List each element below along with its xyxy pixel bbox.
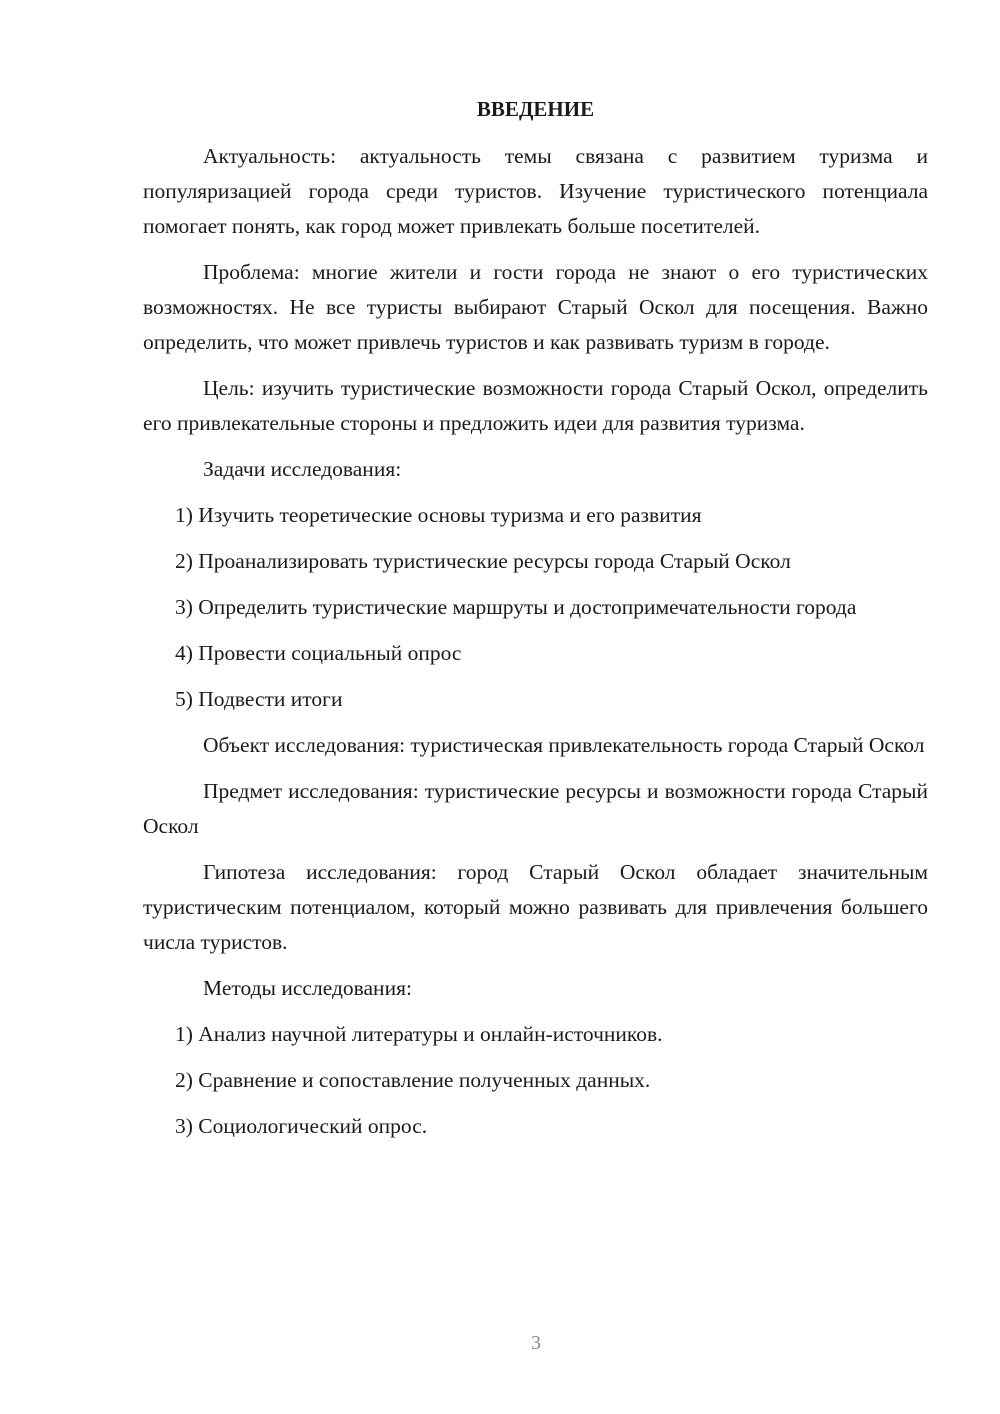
method-item: 1) Анализ научной литературы и онлайн-источников.: [175, 1022, 663, 1046]
tasks-title: Задачи исследования:: [203, 457, 402, 481]
task-item: 1) Изучить теоретические основы туризма и его развития: [175, 503, 702, 527]
task-item: 3) Определить туристические маршруты и достопримечательности города: [175, 595, 857, 619]
methods-title: Методы исследования:: [203, 976, 412, 1000]
method-item: 3) Социологический опрос.: [175, 1114, 428, 1138]
relevance-paragraph: Актуальность: актуальность темы связана с развитием туризма и популяризацией города среди туристов. Изучение туристического потенциала помогает понять, как город может привлекать больше посетителей.: [143, 144, 928, 238]
task-item: 5) Подвести итоги: [175, 687, 343, 711]
method-item: 2) Сравнение и сопоставление полученных данных.: [175, 1068, 651, 1092]
task-item: 4) Провести социальный опрос: [175, 641, 462, 665]
task-item: 2) Проанализировать туристические ресурсы города Старый Оскол: [175, 549, 791, 573]
subject-paragraph: Предмет исследования: туристические ресурсы и возможности города Старый Оскол: [143, 779, 928, 838]
object-paragraph: Объект исследования: туристическая привлекательность города Старый Оскол: [203, 733, 925, 757]
goal-paragraph: Цель: изучить туристические возможности города Старый Оскол, определить его привлекательные стороны и предложить идеи для развития туризма.: [143, 376, 928, 435]
problem-paragraph: Проблема: многие жители и гости города не знают о его туристических возможностях. Не все туристы выбирают Старый Оскол для посещения. Важно определить, что может привлечь туристов и как развивать туризм в городе.: [143, 260, 928, 354]
hypothesis-paragraph: Гипотеза исследования: город Старый Оскол обладает значительным туристическим потенциалом, который можно развивать для привлечения большего числа туристов.: [143, 860, 928, 954]
page-number: 3: [531, 1332, 541, 1354]
document-page: [143, 92, 928, 1155]
section-heading: ВВЕДЕНИЕ: [476, 97, 595, 121]
